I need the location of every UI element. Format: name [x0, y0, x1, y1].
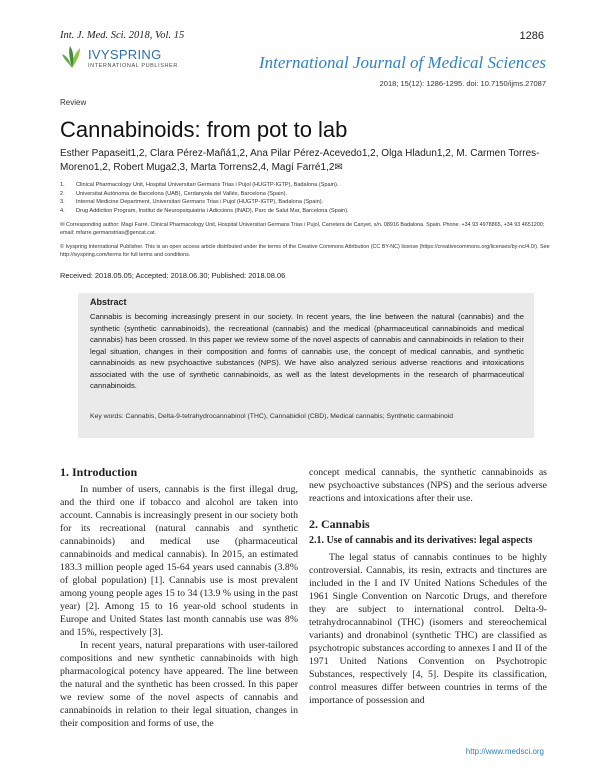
subsection-heading: 2.1. Use of cannabis and its derivatives: legal aspects [309, 535, 533, 546]
affiliation-item: 3. Internal Medicine Department, Universitari Germans Trias i Pujol (HUGTP-IGTP), Badalona (Spain). [60, 199, 324, 205]
cannabis-heading: 2. Cannabis [309, 517, 370, 531]
page-number: 1286 [519, 30, 544, 42]
license-note: © Ivyspring International Publisher. This is an open access article distributed under the terms of the Creative Commons Attribution (CC BY-NC) license (https://creativecommons.org/licenses/by-nc/4.0/). See http://ivyspring.com/terms for full terms and conditions. [60, 244, 550, 258]
publisher-subtitle: INTERNATIONAL PUBLISHER [88, 63, 178, 69]
intro-heading: 1. Introduction [60, 465, 138, 479]
affiliation-item: 4. Drug Addiction Program, Institut de Neuropsiquiatria i Adiccions (INAD), Parc de Salut Mar, Barcelona (Spain). [60, 207, 349, 214]
left-column [60, 466, 298, 730]
paragraph: In number of users, cannabis is the first illegal drug, and the third one if tobacco and alcohol are taken into account. Cannabis is increasingly present in our society both for its recreational (natural cannabis and synthetic cannabinoids) and medical use (pharmaceutical cannabinoids and medical cannabis). In 2015, an estimated 183.3 million people aged 15-64 years used cannabis (3.8% of global population) [1]. Cannabis use is most prevalent among young people ages 15 to 34 (13.9 % using in the past year) [2]. Among 15 to 16 year-old school students in Europe and United States last month cannabis use was 8% and 15%, respectively [3]. [60, 484, 298, 638]
correspondence-note: ✉ Corresponding author: Magí Farré. Clinical Pharmacology Unit, Hospital Universitari Germans Trias i Pujol, Carretera de Canyet, s/n. 08916 Badalona. Spain. Phone. +34 93 4978865, +34 93 4651200; email: mfarre.germanstrias@gencat.cat. [60, 222, 545, 236]
footer-url[interactable]: http://www.medsci.org [465, 747, 544, 756]
author-list: Esther Papaseit1,2, Clara Pérez-Mañá1,2, Ana Pilar Pérez-Acevedo1,2, Olga Hladun1,2, M. Carmen Torres-Moreno1,2, Robert Muga2,3, Marta Torrens2,4, Magí Farré1,2✉ [60, 148, 540, 173]
paragraph: concept medical cannabis, the synthetic cannabinoids as new psychoactive substances (NPS) and the serious adverse reactions and intoxications after their use. [309, 467, 547, 504]
affiliations [60, 181, 560, 215]
paragraph: In recent years, natural preparations with user-tailored compositions and new synthetic cannabinoids with high pharmacological potency have appeared. The line between the natural and the synthetic has been crossed. In this paper we review some of the novel aspects of cannabis and cannabinoids in relation to their legal situation, changes in their composition and forms of use, the [60, 640, 298, 729]
publication-dates: Received: 2018.05.05; Accepted: 2018.06.30; Published: 2018.08.06 [60, 271, 286, 280]
section-label: Review [60, 98, 87, 107]
abstract-heading: Abstract [90, 297, 127, 307]
running-header: Int. J. Med. Sci. 2018, Vol. 15 [60, 30, 185, 41]
ivyspring-logo-icon [58, 44, 86, 70]
affiliation-item: 1. Clinical Pharmacology Unit, Hospital Universitari Germans Trias i Pujol (HUGTP-IGTP), Badalona (Spain). [60, 182, 339, 188]
right-column [309, 466, 547, 707]
keywords: Key words: Cannabis, Delta-9-tetrahydrocannabinol (THC), Cannabidiol (CBD), Medical cannabis; Synthetic cannabinoid [90, 413, 454, 420]
article-title: Cannabinoids: from pot to lab [60, 117, 348, 142]
abstract-text: Cannabis is becoming increasingly present in our society. In recent years, the line between the natural (cannabis) and the synthetic (synthetic cannabinoids), the recreational (cannabis) and the medical (pharmaceutical cannabinoids and medical cannabis) has been crossed. In this paper we review some of the novel aspects of cannabis and cannabinoids in relation to their legal situation, changes in their composition and forms of cannabis use, the concept of medical cannabis, and synthetic cannabinoids as new psychoactive substances (NPS). We have also analyzed serious adverse reactions and intoxications associated with the use of synthetic cannabinoids, as well as the latest developments in the research of pharmaceutical cannabinoids. [90, 312, 524, 390]
journal-title[interactable]: International Journal of Medical Sciences [258, 53, 546, 72]
citation: 2018; 15(12): 1286-1295. doi: 10.7150/ijms.27087 [379, 79, 546, 88]
paragraph: The legal status of cannabis continues to be highly controversial. Cannabis, its resin, extracts and tinctures are included in the I and IV United Nations Schedules of the 1961 Single Convention on Narcotic Drugs, and therefore they are subject to international control. Delta-9-tetrahydrocannabinol (THC) (isomers and stereochemical variants) and dronabinol (synthetic THC) are classified as psychotropic substances according to annexes I and II of the 1971 United Nations Convention on Psychotropic Substances, respectively [4, 5]. Despite its classification, control measures differ between countries in terms of the importance of possession and [309, 552, 547, 706]
publisher-name: IVYSPRING [88, 47, 162, 62]
affiliation-item: 2. Universitat Autònoma de Barcelona (UAB), Cerdanyola del Vallés, Barcelona (Spain). [60, 190, 288, 197]
